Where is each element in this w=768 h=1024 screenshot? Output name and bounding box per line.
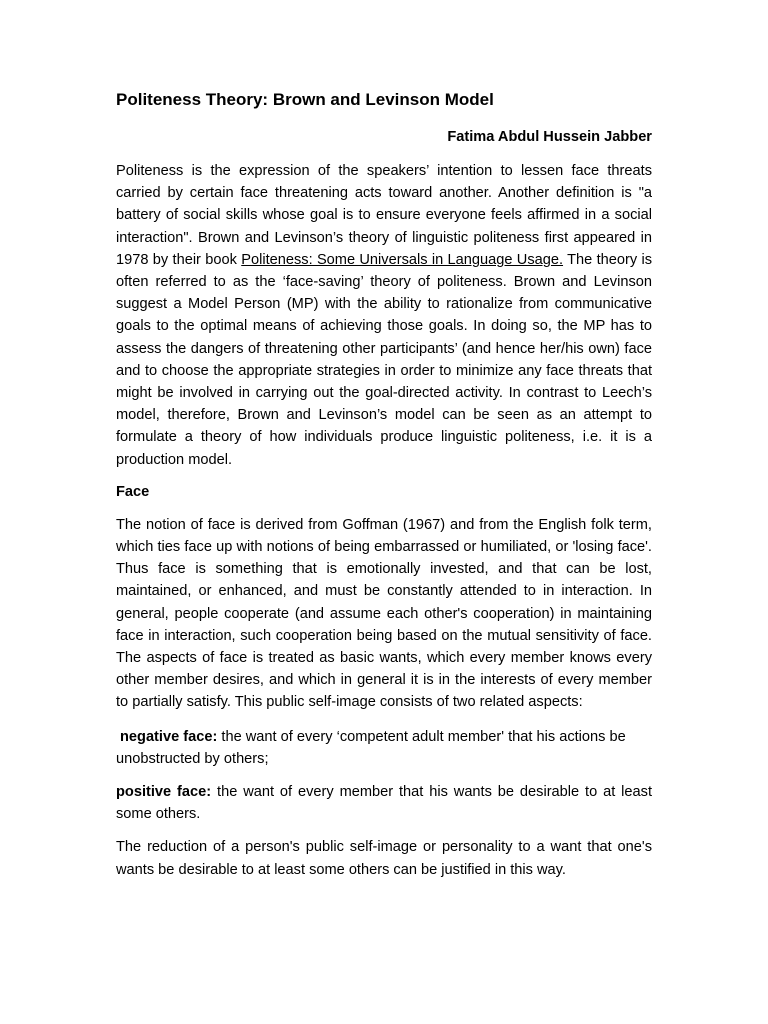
negative-face-definition: the want of every ‘competent adult member' that his actions be unobstructed by others; (116, 728, 626, 767)
negative-face-paragraph (116, 726, 652, 770)
closing-paragraph: The reduction of a person's public self-image or personality to a want that one's wants be desirable to at least some others can be justified in this way. (116, 839, 652, 878)
book-title: Politeness: Some Universals in Language Usage. (241, 251, 564, 268)
document-title: Politeness Theory: Brown and Levinson Model (116, 90, 494, 109)
section-heading-face: Face (116, 483, 150, 500)
negative-face-term: negative face: (120, 728, 218, 745)
positive-face-term: positive face: (116, 784, 212, 801)
author-name: Fatima Abdul Hussein Jabber (447, 129, 652, 145)
intro-text-part2: The theory is often referred to as the ‘face-saving’ theory of politeness. Brown and Levinson suggest a Model Person (MP) with the ability to rationalize from communicative goals to the optimal means of achieving those goals. In doing so, the MP has to assess the dangers of threatening other participants’ (and hence her/his own) face and to choose the appropriate strategies in order to minimize any face threats that might be involved in carrying out the goal-directed activity. In contrast to Leech’s model, therefore, Brown and Levinson’s model can be seen as an attempt to formulate a theory of how individuals produce linguistic politeness, i.e. it is a production model. (116, 251, 652, 468)
face-paragraph: The notion of face is derived from Goffman (1967) and from the English folk term, which ties face up with notions of being embarrassed or humiliated, or 'losing face'. Thus face is something that is emotionally invested, and that can be lost, maintained, or enhanced, and must be constantly attended to in interaction. In general, people cooperate (and assume each other's cooperation) in maintaining face in interaction, such cooperation being based on the mutual sensitivity of face. The aspects of face is treated as basic wants, which every member knows every other member desires, and which in general it is in the interests of every member to partially satisfy. This public self-image consists of two related aspects: (116, 516, 652, 711)
positive-face-definition: the want of every member that his wants be desirable to at least some others. (116, 784, 652, 823)
positive-face-paragraph (116, 781, 652, 825)
intro-paragraph (116, 160, 652, 471)
intro-text-part1: Politeness is the expression of the speakers’ intention to lessen face threats carried by certain face threatening acts toward another. Another definition is "a battery of social skills whose goal is to ensure everyone feels affirmed in a social interaction". Brown and Levinson’s theory of linguistic politeness first appeared in 1978 by their book (116, 163, 652, 268)
